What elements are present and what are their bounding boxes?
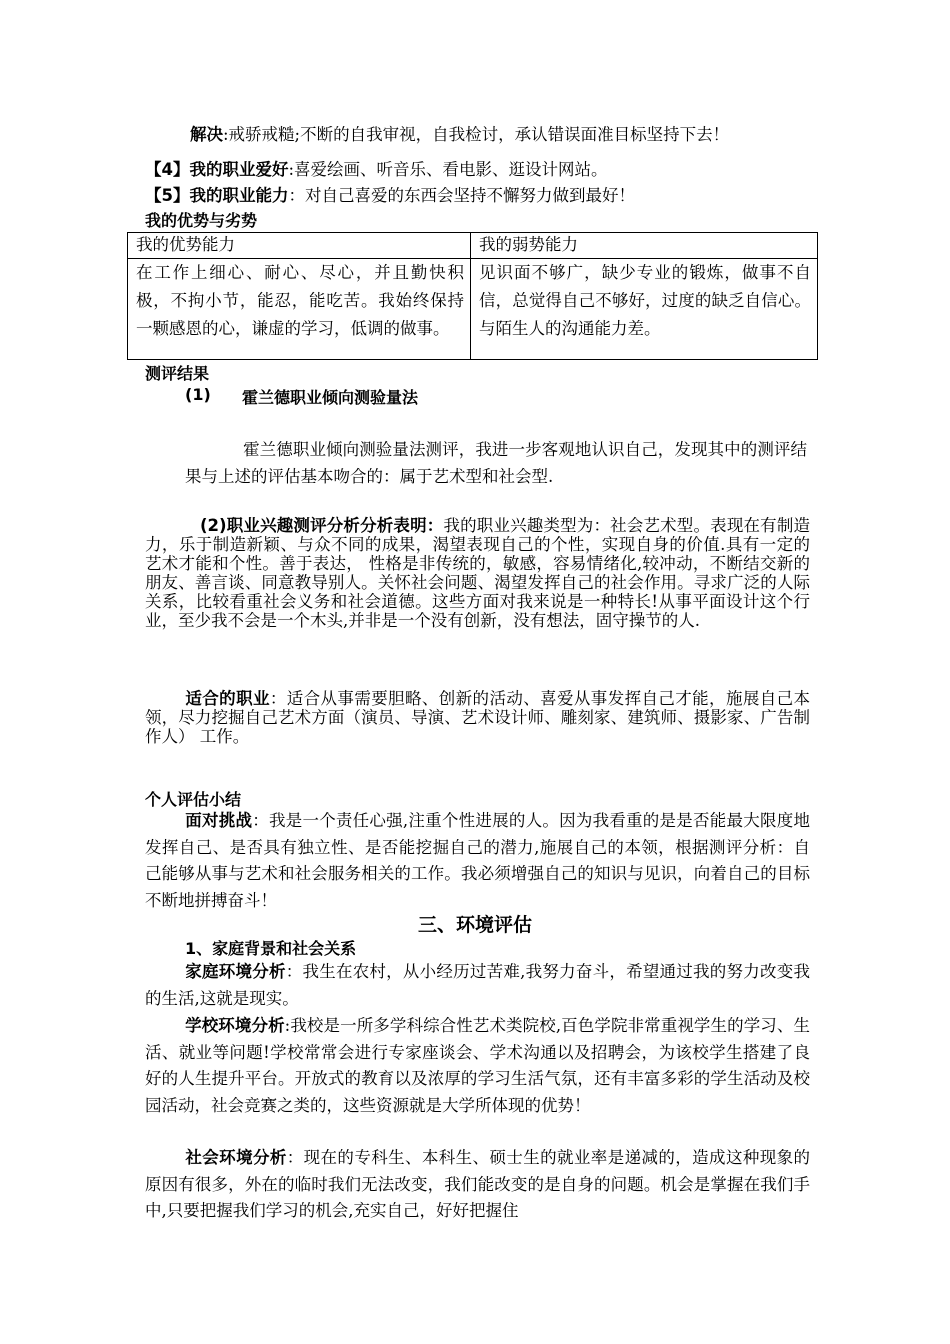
weakness-column-header: 我的弱势能力 bbox=[471, 233, 818, 259]
hobby-label: 【4】我的职业爱好 bbox=[145, 160, 289, 179]
school-text: :我校是一所多学科综合性艺术类院校,百色学院非常重视学生的学习、生活、就业等问题!学校常常会进行专家座谈会、学术沟通以及招聘会，为该校学生搭建了良好的人生提升平台。开放式的教育以及浓厚的学习生活气氛，还有丰富多彩的学生活动及校园活动，社会竞赛之类的，这些资源就是大学所体现的优势！ bbox=[145, 1016, 811, 1115]
society-text: ：现在的专科生、本科生、硕士生的就业率是递减的，造成这种现象的原因有很多，外在的临时我们无法改变，我们能改变的是自身的问题。机会是掌握在我们手中,只要把握我们学习的机会,充实自己，好好把握住 bbox=[145, 1148, 811, 1220]
family-paragraph bbox=[145, 959, 810, 1012]
strength-column-header: 我的优势能力 bbox=[128, 233, 471, 259]
summary-label: 面对挑战 bbox=[185, 811, 253, 830]
resolve-line bbox=[190, 122, 729, 147]
resolve-label: 解决 bbox=[190, 125, 223, 144]
weakness-cell: 见识面不够广，缺少专业的锻炼，做事不自信，总觉得自己不够好，过度的缺乏自信心。与陌生人的沟通能力差。 bbox=[471, 259, 818, 360]
summary-heading: 个人评估小结 bbox=[145, 790, 242, 809]
table-header-row bbox=[128, 233, 818, 259]
ability-text: ：对自己喜爱的东西会坚持不懈努力做到最好！ bbox=[288, 186, 635, 205]
item2-text: 我的职业兴趣类型为：社会艺术型。表现在有制造力，乐于制造新颖、与众不同的成果，渴望表现自己的个性，实现自身的价值.具有一定的艺术才能和个性。善于表达， 性格是非传统的，敏感，容易情绪化,较冲动，不断结交新的朋友、善言谈、同意教导别人。关怀社会问题、渴望发挥自己的社会作用。寻求广泛的人际关系，比较看重社会义务和社会道德。这些方面对我来说是一种特长!从事平面设计这个行业，至少我不会是一个木头,并非是一个没有创新，没有想法，固守操节的人. bbox=[145, 516, 810, 630]
item2-label: (2)职业兴趣测评分析分析表明： bbox=[200, 516, 444, 535]
society-label: 社会环境分析 bbox=[185, 1148, 287, 1167]
hobby-text: :喜爱绘画、听音乐、看电影、逛设计网站。 bbox=[288, 160, 608, 179]
family-text: ：我生在农村，从小经历过苦难,我努力奋斗，希望通过我的努力改变我的生活,这就是现实。 bbox=[145, 962, 811, 1008]
family-label: 家庭环境分析 bbox=[185, 962, 286, 981]
society-paragraph bbox=[145, 1145, 810, 1225]
item1-paragraph bbox=[185, 437, 807, 490]
summary-text: ：我是一个责任心强,注重个性进展的人。因为我看重的是是否能最大限度地发挥自己、是否具有独立性、是否能挖掘自己的潜力,施展自己的本领，根据测评分析：自己能够从事与艺术和社会服务相关的工作。我必须增强自己的知识与见识，向着自己的目标不断地拼搏奋斗！ bbox=[145, 811, 810, 910]
strength-cell: 在工作上细心、耐心、尽心，并且勤快积极，不拘小节，能忍，能吃苦。我始终保持一颗感恩的心，谦虚的学习，低调的做事。 bbox=[128, 259, 471, 360]
subsection-heading: 1、家庭背景和社会关系 bbox=[185, 939, 357, 958]
item2-paragraph bbox=[145, 516, 810, 630]
item1-title: 霍兰德职业倾向测验量法 bbox=[242, 388, 419, 407]
strength-weakness-table bbox=[127, 232, 818, 360]
ability-line bbox=[145, 183, 635, 208]
hobby-line bbox=[145, 157, 608, 182]
school-paragraph bbox=[145, 1013, 810, 1119]
item1-num: (1) bbox=[185, 385, 211, 404]
table-row bbox=[128, 259, 818, 360]
fit-text: ：适合从事需要胆略、创新的活动、喜爱从事发挥自己才能，施展自己本领，尽力挖掘自己艺术方面（演员、导演、艺术设计师、雕刻家、建筑师、摄影家、广告制作人） 工作。 bbox=[145, 689, 811, 746]
summary-paragraph bbox=[145, 808, 810, 914]
fit-label: 适合的职业 bbox=[185, 689, 270, 708]
school-label: 学校环境分析 bbox=[185, 1016, 285, 1035]
results-heading: 测评结果 bbox=[145, 364, 210, 383]
ability-label: 【5】我的职业能力 bbox=[145, 186, 289, 205]
resolve-text: :戒骄戒糙;不断的自我审视，自我检讨，承认错误面准目标坚持下去！ bbox=[223, 125, 730, 144]
fit-paragraph bbox=[145, 689, 810, 746]
swot-heading: 我的优势与劣势 bbox=[145, 211, 258, 230]
section-title: 三、环境评估 bbox=[417, 914, 532, 936]
item1-text: 霍兰德职业倾向测验量法测评，我进一步客观地认识自己，发现其中的测评结果与上述的评估基本吻合的：属于艺术型和社会型. bbox=[185, 440, 807, 486]
